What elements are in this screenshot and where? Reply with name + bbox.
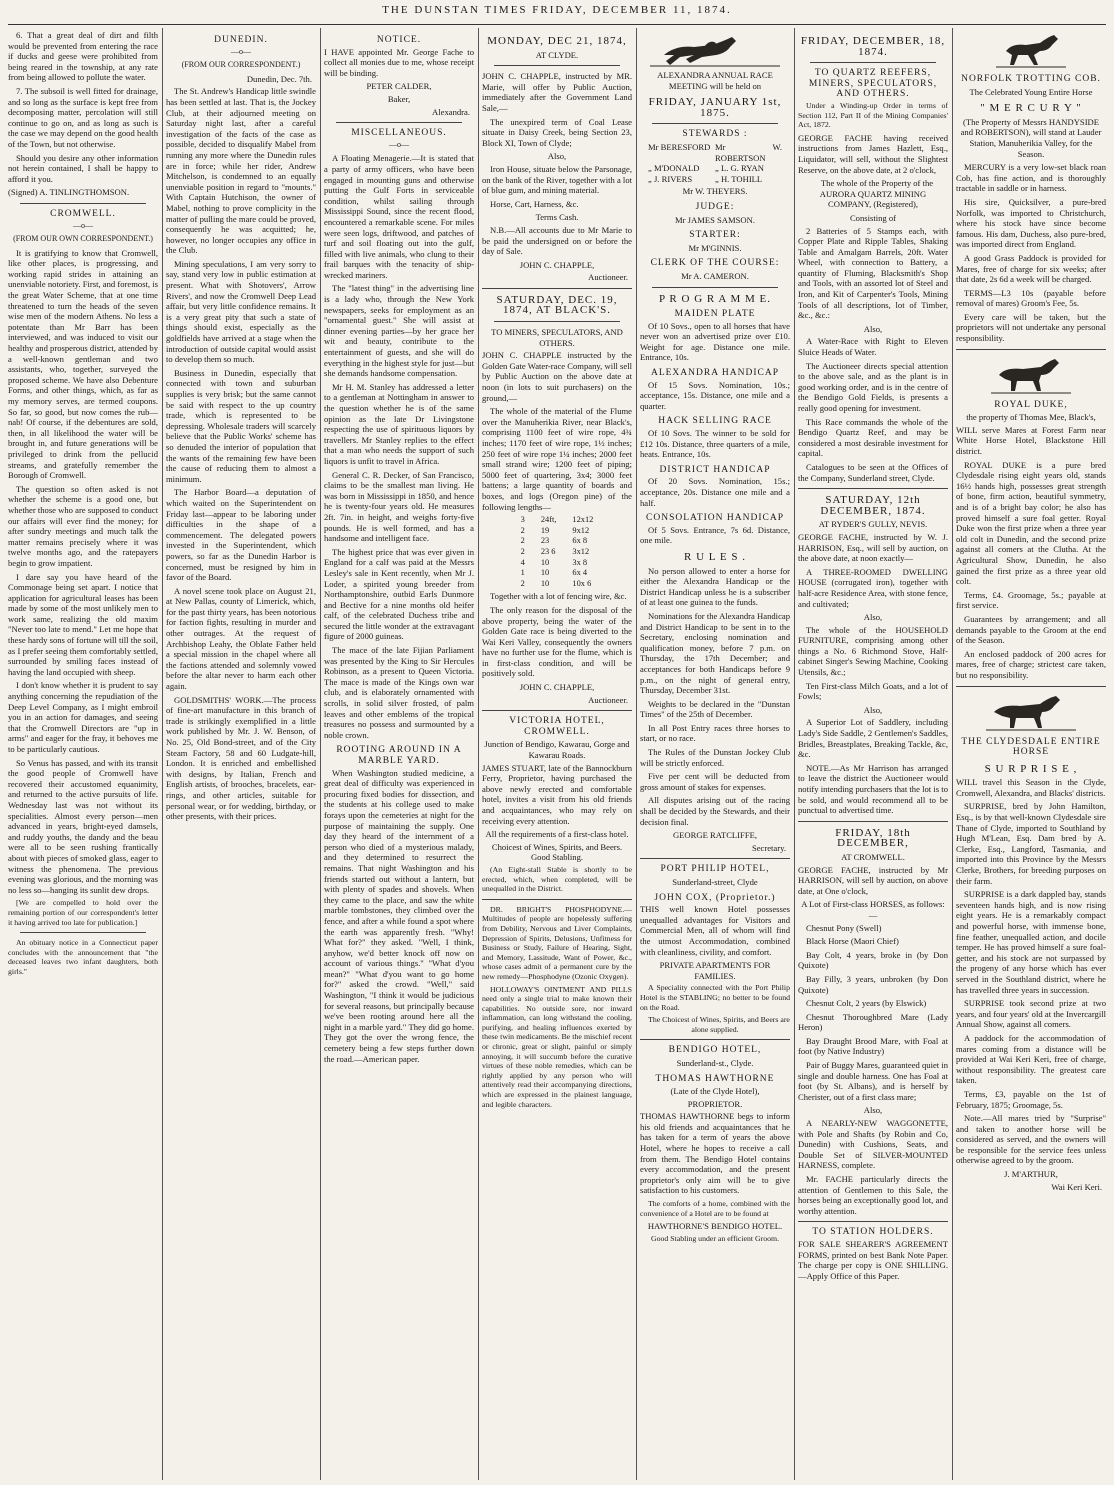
sale-note: Mr. FACHE particularly directs the attention of Gentlemen to this Sale, the horses being an exceptionally good lot, and worthy attention. [798,1174,948,1216]
table-cell: 19 [540,525,550,535]
hotel-street: Sunderland-street, Clyde [672,877,758,887]
horse-service: WILL serve Mares at Forest Farm near White Horse Hotel, Blackstone Hill district. [956,424,1106,457]
divider [494,65,620,66]
correspondent-line: (FROM OUR OWN CORRESPONDENT.) [13,234,153,244]
sale-note: The Auctioneer directs special attention to the above sale, and as the plant is in good working order, and is in the centre of the Bendigo Gold Fields, is presents a really good opening for investment. [798,360,948,413]
column-separator [636,28,637,1480]
divider [482,710,632,711]
race-name: MAIDEN PLATE [674,309,756,320]
table-cell: 6x 4 [572,568,588,578]
timber-table [513,515,602,589]
table-row [513,536,602,547]
also-label: Also, [863,1105,883,1116]
horse-guarantees: Guarantees by arrangement; and all demands payable to the Groom at the end of the Season. [956,613,1106,646]
notice-place: Alexandra. [432,106,470,117]
auctioneer-name: JOHN C. CHAPPLE, [519,682,595,693]
rule-item: Weights to be declared in the "Dunstan Times" of the 25th of December. [640,698,790,720]
hotel-body: JAMES STUART, late of the Bannockburn Ferry, Proprietor, having purchased the above newly erected and comfortable hotel, invites a visit from his old friends and acquaintances, who may rely on receiving every attention. [482,762,632,826]
column-7 [956,30,1106,1480]
column-separator [162,28,163,1480]
auctioneer-title: Auctioneer. [588,694,628,705]
divider [798,821,948,822]
horse-title: ROYAL DUKE, [994,399,1068,410]
hotel-requirements: All the requirements of a first-class hotel. [485,829,629,840]
horse-pedigree: His sire, Quicksilver, a pure-bred Norfolk, was imported to Christchurch, where his stock have since become famous. His dam, Duchess, also pure-bred, was imported direct from England. [956,196,1106,250]
hotel-proprietor-title: PROPRIETOR. [687,1098,743,1109]
column-5 [640,30,790,1480]
horse-lot: Bay Colt, 4 years, broke in (by Don Quixote) [798,949,948,971]
table-cell: 23 [540,536,550,546]
divider [336,122,462,123]
table-row [513,579,602,590]
article-paragraph: Should you desire any other information not herein contained, I shall be happy to afford it you. [8,152,158,184]
race-name: HACK SELLING RACE [658,416,772,427]
rule-item: In all Post Entry races three horses to start, or no race. [640,722,790,744]
draught-horse-engraving-icon [991,355,1071,395]
horse-paddock: A good Grass Paddock is provided for Mares, free of charge for six weeks; after that date, 2s 6d a week will be charged. [956,252,1106,285]
article-paragraph: 7. The subsoil is well fitted for drainage, and so long as the surface is kept free from decomposing matter, percolation will still continue to go on, and as long as such is the case we may depend on the good health of the Town, but not otherwise. [8,85,158,149]
article-paragraph: So Venus has passed, and with its transit the good people of Cromwell have recovered their accustomed equanimity, and returned to the active pursuits of life. Wednesday last was not without its specialities. Almost every person—men advanced in years, bright-eyed damsels, and ruddy youths, the dandy and the beau were all to be seen rushing frantically about with pieces of smoked glass, eager to witness the phenomena. The previous evening was glorious, and the morning was no less so—hanging its sunlit dew drops. [8,757,158,895]
race-terms: Of 5 Sovs. Entrance, 7s 6d. Distance, one mile. [640,524,790,546]
advertisement-holloway: HOLLOWAY'S OINTMENT AND PILLS need only a single trial to make known their capabilities. No outside sore, nor inward inflammation, can long withstand the cooling, purifying, and healing influences exerted by these twin medicaments. Be the mischief recent or chronic, great or slight, painful or simply annoying, it will succumb before the curative virtues of these noble remedies, which can be rightly applied by any person who will attentively read their accompanying directions, which are expressed in the plainest language, and legible characters. [482,984,632,1109]
rule-item: The Rules of the Dunstan Jockey Club will be strictly enforced. [640,747,790,768]
hotel-wines: The Choicest of Wines, Spirits, and Beers are alone supplied. [648,1015,790,1034]
table-row [513,526,602,537]
also-label: Also, [863,704,883,715]
article-paragraph: A Floating Menagerie.—It is stated that a party of army officers, who have been engaged in mounting guns and otherwise putting the Gulf Forts in serviceable condition, whilst sailing through Mississippi Sound, since the recent flood, encountered a remarkable scene. For miles were seen logs, driftwood, and patches of turf and soil floating out into the gulf, filled with live animals, who clung to their frail barques with the tenacity of ship-wrecked mariners. [324,153,474,280]
horse-description: SURPRISE is a dark dappled bay, stands seventeen hands high, and is now rising eight years. He is a remarkably compact and powerful horse, with immense bone, fine feather, unequalled action, and docile temper. He has proved himself a sure foal-getter, and his stock are not surpassed by the progeny of any horse which has ever served in the Southland district, where he has travelled three years in succession. [956,889,1106,995]
horse-lot: Pair of Buggy Mares, guaranteed quiet in single and double harness. One has Foal at foot (by St. Albans), and is herself by Cherister, out of a first class mare; [798,1060,948,1102]
hotel-private: PRIVATE APARTMENTS FOR FAMILIES. [659,960,771,981]
table-cell: 2 [520,525,525,535]
sale-lot: Horse, Cart, Harness, &c. [490,198,579,209]
rule-item: All disputes arising out of the racing shall be decided by the Stewards, and their decision final. [640,795,790,827]
article-paragraph: GOLDSMITHS' WORK.—The process of fine-art manufacture in this branch of trade is strikingly exemplified in a little work published by Mr. J. W. Benson, of No. 25, Old Bond-street, and of the City Steam Factory, 58 and 60 Ludgate-hill, London. It is enriched and embellished with designs, by Italian, French and English artists, of brooches, bracelets, ear-rings, and other articles, suitable for personal wear, or for wedding, birthday, or other presents, with their prices. [166,694,316,822]
sale-place: AT RYDER'S GULLY, NEVIS. [818,519,928,530]
horse-terms: Terms, £3, payable on the 1st of February, 1875; Groomage, 5s. [956,1088,1106,1110]
horse-lot: Bay Filly, 3 years, unbroken (by Don Quixote) [798,973,948,995]
race-terms: Of 15 Sovs. Nomination, 10s.; acceptance, 15s. Distance, one mile and a quarter. [640,379,790,411]
hotel-proprietor: THOMAS HAWTHORNE [655,1073,775,1084]
divider [956,349,1106,350]
divider [652,287,778,288]
horses-heading: A Lot of First-class HORSES, as follows:— [801,899,945,920]
consisting-label: Consisting of [849,212,897,223]
horse-title: THE CLYDESDALE ENTIRE HORSE [961,736,1101,758]
horse-pedigree: SURPRISE, bred by John Hamilton, Esq., is by that well-known Clydesdale sire Thane of Clyde, imported to Southland by Hugh M'Lean, Esq. Dam bred by A. Clerke, Esq., Langford, Tasmania, and imported into this Province by the Messrs Clerke, Brothers, for breeding purposes on their farm. [956,801,1106,886]
divider [482,288,632,289]
hotel-street: Sunderland-st., Clyde. [676,1057,754,1068]
divider [20,932,146,933]
sale-note: N.B.—All accounts due to Mr Marie to be paid the undersigned on or before the day of Sale. [482,224,632,257]
steward: Mr BERESFORD [648,141,711,152]
sale-note: Catalogues to be seen at the Offices of the Company, Sunderland street, Clyde. [798,461,948,483]
horse-note: Note.—All mares tried by "Surprise" and taken to another horse will be considered as served, and the owners will be responsible for the service fees unless otherwise agreed to by the groom. [956,1113,1106,1166]
rule-item: No person allowed to enter a horse for either the Alexandra Handicap or the District Handicap unless he is a subscriber of at least one guinea to the funds. [640,565,790,608]
hotel-proprietor: JOHN COX, (Proprietor.) [654,892,776,903]
divider [798,1221,948,1222]
horse-terms: TERMS—L3 10s (payable before removal of mares) Groom's Fee, 5s. [956,287,1106,309]
article-paragraph: Business in Dunedin, especially that connected with town and suburban supplies is very brisk; but the same cannot be said with respect to the up country trade, which is represented to be depressing. Wholesale traders will scarcely believe that the Public Works' scheme has so denuded the interior of population that the wants of the remaining few have been the cause of reducing them to almost a minimum. [166,367,316,484]
table-cell: 1 [520,568,525,578]
race-terms: Of 10 Sovs. The winner to be sold for £12 10s. Distance, three quarters of a mile, heats. Entrance, 10s. [640,428,790,460]
column-1 [8,30,158,1480]
advertisement-phosphodyne: DR. BRIGHT'S PHOSPHODYNE.—Multitudes of people are hopelessly suffering from Debility, Nervous and Liver Complaints, Depression of Spirits, Delusions, Unfitness for Business or Study, Failure of Hearing, Sight, and Memory, Lassitude, Want of Power, &c., whose cases admit of a permanent cure by the new remedy—Phosphodyne (Ozonic Oxygen). [482,904,632,981]
sale-lot: A NEARLY-NEW WAGGONETTE, with Pole and Shafts (by Robin and Co, Dunedin) with Cushions, Seats, and Double Set of SILVER-MOUNTED HARNESS, complete. [798,1118,948,1171]
horse-lot: Bay Draught Brood Mare, with Foal at foot (by Native Industry) [798,1035,948,1057]
sale-lot: The whole of the material of the Flume over the Manuherikia River, near Black's, comprising 1100 feet of wire rope, 4¾ inches; 1170 feet of wire rope, 1½ inches; 250 feet of wire rope 1¼ inches; 2000 feet small strand wire; 1200 feet of piping; 5000 feet of quartering, 3x4; 3000 feet battens; a large quantity of boards and boxes, and logs (Oregon pine) of the following lengths— [482,406,632,512]
horse-name: " M E R C U R Y " [980,102,1082,115]
sale-note: NOTE.—As Mr Harrison has arranged to leave the district the Auctioneer would notify intending purchasers that the lot is to be sold, and would recommend all to be punctual to advertised time. [798,762,948,816]
racehorse-engraving-icon [650,33,780,67]
sale-date: SATURDAY, DEC. 19, 1874, AT BLACK'S. [496,293,618,317]
sale-lot: The whole of the HOUSEHOLD FURNITURE, comprising among other things a No. 6 Richmond Stove, Half-cabinet Singer's Sewing Machine, Cooking Utensils, &c.; [798,624,948,678]
table-row [513,515,602,526]
sale-lot: Together with a lot of fencing wire, &c. [490,591,627,602]
table-cell: 6x 8 [572,536,588,546]
notice-trade: Baker, [387,93,411,104]
sale-lot: 2 Batteries of 5 Stamps each, with Copper Plate and Ripple Tables, Shaking Table and Amalgam Barrels, 20ft. Water Wheel, with connection to Battery, a quantity of Fluming, Blacksmith's Shop and Tools, with an assorted lot of Steel and Iron, and Kit of Carpenter's Tools, Mining Tools of all descriptions, lot of Timber, &c., &c.: [798,225,948,321]
table-cell: 24ft, [540,515,557,525]
horse-care: Every care will be taken, but the proprietors will not undertake any personal responsibility. [956,311,1106,344]
steward: Mr W. ROBERTSON [715,141,782,163]
steward: „ M'DONALD [648,163,700,174]
horse-owner: the property of Thomas Mee, Black's, [966,412,1096,423]
divider [640,1039,790,1040]
hotel-comforts: The comforts of a home, combined with the convenience of a Hotel are to be found at [640,1199,790,1218]
divider [798,488,948,489]
article-paragraph: The mace of the late Fijian Parliament was presented by the King to Sir Hercules Robinson, as a present to Queen Victoria. The mace is made of the Kings own war club, and is elaborately ornamented with scrolls, in solid silver frosted, of palm leaves and other emblems of the tropical treasures no possess and surmounted by a noble crown. [324,645,474,740]
table-cell: 23 6 [540,546,556,556]
horse-paddock: An enclosed paddock of 200 acres for mares, free of charge; strictest care taken, but no responsibility. [956,648,1106,680]
sale-body: GEORGE FACHE having received instructions from James Hazlett, Esq., Liquidator, will sell, without the Slightest Reserve, on the above date, at 2 o'clock, [798,132,948,175]
table-row [513,568,602,579]
table-cell: 2 [520,536,525,546]
divider [956,686,1106,687]
table-cell: 2 [520,546,525,556]
correspondent-line: (FROM OUR CORRESPONDENT.) [181,60,301,70]
horse-lot: Chesnut Colt, 2 years (by Elswick) [806,998,927,1009]
sale-heading: TO QUARTZ REEFERS, MINERS, SPECULATORS, AND OTHERS. [808,68,938,100]
yard-heading: ROOTING AROUND IN A MARBLE YARD. [336,745,462,766]
sale-body: JOHN C. CHAPPLE, instructed by MR. Marie, will offer by Public Auction, immediately after the Government Land Sale,— [482,71,632,113]
obituary-note: An obituary notice in a Connecticut paper concludes with the announcement that "the deceased leaves two infant daughters, both girls." [8,938,158,976]
secretary-title: Secretary. [751,842,786,853]
dash: —o— [231,46,251,56]
sale-body: JOHN C. CHAPPLE instructed by the Golden Gate Water-race Company, will sell by Public Auction on the above date at noon (in lots to suit purchasers) on the ground,— [482,350,632,403]
divider [482,899,632,900]
clydesdale-engraving-icon [986,692,1076,732]
dash: —o— [73,220,93,230]
notice-text: I HAVE appointed Mr. George Fache to collect all monies due to me, whose receipt will be binding. [324,46,474,78]
column-separator [952,28,953,1480]
sale-date: FRIDAY, DECEMBER, 18, 1874. [800,35,946,58]
column-6 [798,30,948,1480]
column-separator [320,28,321,1480]
article-paragraph: The highest price that was ever given in England for a calf was paid at the Messrs Lesley's sale in Kent recently, when Mr J. Loder, a spirited young breeder from Northamptonshire, outbid Earls Dunmore and Bective for a nine months old heifer calf, of the celebrated Duchess tribe and secured the little wonder at the extravagant figure of 2000 guineas. [324,546,474,642]
clerk-name: Mr A. CAMERON. [681,270,749,281]
hotel-heading-victoria: VICTORIA HOTEL, CROMWELL. [509,716,605,737]
race-name: CONSOLATION HANDICAP [646,513,784,524]
horse-service: WILL travel this Season in the Clyde, Cromwell, Alexandra, and Blacks' districts. [956,777,1106,798]
table-cell: 10 [540,568,550,578]
horse-prize: SURPRISE took second prize at two years, and four years' old at the Invercargill Annual Show, against all comers. [956,998,1106,1030]
divider [640,858,790,859]
masthead: THE DUNSTAN TIMES FRIDAY, DECEMBER 11, 1874. [382,4,732,16]
divider [652,123,778,124]
column-4 [482,30,632,1480]
column-separator [794,28,795,1480]
sale-lot: Iron House, situate below the Parsonage, on the bank of the River, together with a lot of blue gum, and mining material. [482,163,632,196]
column-3 [324,30,474,1480]
table-row [513,558,602,569]
race-name: ALEXANDRA HANDICAP [650,368,780,379]
article-paragraph: Mining speculations, I am very sorry to say, stand very low in public estimation at present. What with Shotovers', Arrow Rivers', and now the Cromwell Deep Lead affair, but very little confidence remains. It is a very great pity that such a state of things should exist, especially as the goldfields have arrived at a stage when the introduction of outside capital would assist to develop them so much. [166,258,316,365]
sale-lot: A Superior Lot of Saddlery, including Lady's Side Saddle, 2 Gentlemen's Saddles, Bridles, Breastplates, Breaking Tackle, &c, &c. [798,717,948,760]
hotel-stabling: Good Stabling under an efficient Groom. [650,1233,780,1243]
sale-lot: Ten First-class Milch Goats, and a lot of Fowls; [798,680,948,702]
hotel-heading-bendigo: BENDIGO HOTEL, [668,1045,762,1056]
secretary-name: GEORGE RATCLIFFE, [672,830,758,841]
terms: Terms Cash. [535,212,579,223]
sale-body: GEORGE FACHE, instructed by Mr HARRISON, will sell by auction, on above date, at One o'clock, [798,864,948,896]
table-cell: 9x12 [572,525,590,535]
race-terms: Of 20 Sovs. Nomination, 15s.; acceptance, 20s. Distance one mile and a half. [640,476,790,508]
also-label: Also, [863,612,883,623]
sale-lot: A Water-Race with Right to Eleven Sluice Heads of Water. [798,336,948,358]
table-cell: 12x12 [572,515,594,525]
horse-name: S U R P R I S E , [984,762,1078,775]
sale-place: AT CROMWELL. [841,851,905,862]
race-name: DISTRICT HANDICAP [659,464,771,475]
horse-terms: Terms, £4. Groomage, 5s.; payable at first service. [956,589,1106,611]
horse-description: ROYAL DUKE is a pure bred Clydesdale rising eight years old, stands 16½ hands high, possesses great strength of bone, firm action, beautiful symmetry, and is of a bright bay color; he also has proved himself a sure foal getter. Royal Duke won the first prize when a three year old colt in Dunedin, and the second prize against all comers at the Clutha. At the Agricultural Show, Dunedin, he also gained the first prize as a three year old colt. [956,459,1106,587]
sale-date: FRIDAY, 18th DECEMBER, [835,826,911,850]
article-paragraph: The "latest thing" in the advertising line is a lady who, through the New York newspapers, seeks for employment as an "ornamental guest." She will assist at dinner evening parties—by her grace her wit and beauty, contribute to the entertainment of guests, and she will do everything in the highest style for just—but she demands handsome compensation. [324,283,474,379]
stewards-heading: STEWARDS : [682,129,748,140]
table-row [513,547,602,558]
article-paragraph: Mr H. M. Stanley has addressed a letter to a gentleman at Nottingham in answer to the question whether he is of the same opinion as the late Dr Livingstone respecting the use of spirituous liquors by travellers. Mr Stanley replies to the effect that a man who needs the support of such liquors is unfit to travel in Africa. [324,381,474,466]
auctioneer-title: Auctioneer. [588,272,628,283]
hotel-sign: HAWTHORNE'S BENDIGO HOTEL. [647,1221,783,1232]
signature: (Signed) A. TINLINGTHOMSON. [8,187,130,198]
trotting-horse-engraving-icon [996,33,1066,69]
masthead-rule [8,24,1106,25]
sale-lot: A THREE-ROOMED DWELLING HOUSE (corrugated iron), together with half-acre Residence Area, with stone fence, and cultivated; [798,566,948,609]
article-paragraph: It is gratifying to know that Cromwell, like other places, is progressing, and working rapid strides in attaining an unenviable notoriety. First, and foremost, is the great Water Scheme, that at one time threatened to turn the heads of the seven wise men of the modern Athens. No less a potentate than Mr Barr has been interviewed, and was induced to visit our healthy and prosperous district, attended by a well-known gentleman and two assistants, who, together, surveyed the proposed scheme. We have also Debenture Forms, and other things, which, as far as my memory serves, are termed coupons. So far, so good, but now comes the rub—nab! Of course, if the debentures are sold, then, in all likelihood the water will be brought in, and future generations will be privileged to drink from the pellucid streams, and gratefully remember the Borough of Cromwell. [8,247,158,481]
horse-lot: Black Horse (Maori Chief) [806,936,899,947]
station-holders-text: FOR SALE SHEARER'S AGREEMENT FORMS, printed on best Bank Note Paper. The charge per copy is ONE SHILLING.—Apply Office of this Paper. [798,1238,948,1281]
sale-date: SATURDAY, 12th DECEMBER, 1874. [820,494,926,517]
sale-note: This Race commands the whole of the Bendigo Quartz Reef, and may be considered a most desirable investment for capital. [798,416,948,459]
race-date: FRIDAY, JANUARY 1st, 1875. [648,96,782,119]
winding-up-order: Under a Winding-up Order in terms of Section 112, Part II of the Mining Companies' Act, 1872. [798,100,948,130]
hotel-body: THOMAS HAWTHORNE begs to inform his old friends and acquaintances that he has taken for a term of years the above Hotel, where he hopes to receive a call from them. The Bendigo Hotel contains every accommodation, and the present proprietor's only aim will be to give satisfaction to his customers. [640,1111,790,1196]
also-label: Also, [863,323,883,334]
notice-name: PETER CALDER, [366,81,432,92]
judge-heading: JUDGE: [695,201,735,212]
article-heading-dunedin: DUNEDIN. [214,35,268,45]
column-separator [478,28,479,1480]
also-label: Also, [547,151,567,162]
clerk-heading: CLERK OF THE COURSE: [650,258,780,269]
owner-place: Wai Keri Keri. [1051,1181,1102,1192]
article-paragraph: The Harbor Board—a deputation of which waited on the Superintendent on Friday last—appear to be laboring under difficulties in the shape of a commencement. The delegated powers invested in the Superintendent, which powers, so far as the Dunedin Harbor is concerned, must be resigned by him in favor of the Board. [166,487,316,583]
starter-name: Mr M'GINNIS. [688,242,742,253]
steward: „ J. RIVERS [648,173,693,184]
steward: „ L. G. RYAN [715,163,764,174]
article-paragraph: I don't know whether it is prudent to say anything concerning the repudiation of the Deep Level Company, as I might embroil you in an action for damages, and seeing that the Cromwell Directors are "up in arms" and eager for the fray, it behoves me to be particularly cautious. [8,680,158,754]
dash: —o— [389,139,409,149]
divider [20,203,146,204]
table-cell: 10 [540,557,550,567]
sale-body: GEORGE FACHE, instructed by W. J. HARRISON, Esq., will sell by auction, on the above date, at noon exactly— [798,531,948,564]
steward: Mr W. THEYERS. [682,186,748,197]
horse-owner: (The Property of Messrs HANDYSIDE and ROBERTSON), will stand at Lauder Station, Manuherikia Valley, for the Season. [960,116,1102,159]
race-meeting-title: ALEXANDRA ANNUAL RACE MEETING will be held on [657,70,773,91]
article-paragraph: When Washington studied medicine, a great deal of difficulty was experienced in procuring fixed bodies for dissection, and the students at his college used to make forays upon the cemeteries at night for the purpose of maintaining the supply. One day they heard of the internment of a person who died of a mysterious malady, and they determined to resurrect the remains. That night Washington and his friends started out without a lantern, but with plenty of spades and shovels. When they came to the place, and saw the white marble tombstones, they climbed over the fence, and after a while found a spot where the earth was apparently fresh. "Why! What for?" they asked. "Well, I think, anyhow, we'd better knock off now on account of various things." "What d'you mean?" "What d'you want to go home for?" asked the crowd. "Well," said Washington, "I think it would be judicious for several reasons, but principally because we've been rooting around here all the night in a marble yard." They did go home. They got the over the wrong fence, the cemetery being a few steps further down the road.—American paper. [324,767,474,1064]
table-cell: 4 [520,557,525,567]
horse-intro: The Celebrated Young Entire Horse [969,86,1093,97]
owner-name: J. M'ARTHUR, [1004,1169,1058,1180]
table-cell: 3 [520,515,525,525]
table-cell: 10x 6 [572,578,592,588]
rules-heading: R U L E S . [684,550,746,563]
sale-place: AT CLYDE. [535,49,579,60]
misc-heading: MISCELLANEOUS. [351,128,447,139]
hotel-location: Junction of Bendigo, Kawarau, Gorge and Kawarau Roads. [484,739,630,761]
notice-heading: NOTICE. [376,35,422,45]
divider [494,321,620,322]
article-heading-cromwell: CROMWELL. [50,208,116,219]
hotel-stabling: A Speciality connected with the Port Philip Hotel is the STABLING; no better to be found on the Road. [640,983,790,1012]
horse-paddock: A paddock for the accommodation of mares coming from a distance will be provided at Wai Keri Keri, free of charge, without responsibility. The greatest care taken. [956,1032,1106,1086]
table-cell: 2 [520,578,525,588]
sale-heading: TO MINERS, SPECULATORS, AND OTHERS. [491,327,623,348]
article-paragraph: A novel scene took place on August 21, at New Pallas, county of Limerick, which, for the past thirty years, has been notorious for faction fights, resulting in murder and other outrages. At the request of Archbishop Leahy, the Oblate Father held a special mission in the chapel where all the factions attended and solemnly vowed before the altar never to harm each other again. [166,585,316,692]
divider [810,62,936,63]
hotel-late: (Late of the Clyde Hotel), [670,1086,760,1097]
article-paragraph: The St. Andrew's Handicap little swindle has been settled at last. That is, the Jockey Club, at their adjourned meeting on Saturday night last, after a careful investigation of the facts of the case as possible, decided to disqualify Mabel from running any more where the Dunedin rules are in force; while her rider, Andrew Mitchelson, is condemned to an equally unenviable position in regard to "mounts." With Captain Hutchison, the owner of Mabel, nothing to prove complicity in the matter of pulling the mare could be proved, consequently he was acquitted; he, however, no longer occupies any office in the Club. [166,86,316,256]
horse-lot: Chesnut Thoroughbred Mare (Lady Heron) [798,1011,948,1033]
table-cell: 3x12 [572,546,590,556]
rule-item: Nominations for the Alexandra Handicap and District Handicap to be sent in to the Secretary, enclosing nomination and qualification money, before 7 p.m. on Thursday, the 17th December; and acceptances for both Handicaps before 9 p.m., on the night of general entry, Thursday, December 31st. [640,610,790,696]
hotel-heading-port-philip: PORT PHILIP HOTEL, [660,864,770,875]
table-cell: 3x 8 [572,557,588,567]
stewards-list [648,142,782,184]
starter-heading: STARTER: [689,230,741,241]
judge-name: Mr JAMES SAMSON. [675,214,755,225]
article-paragraph: I dare say you have heard of the Commonage being set apart. I notice that application for agricultural leases has been made by some of the most unlikely men to work same, realizing the old maxim "Never too late to mend." Let me hope that these hardy sons of fortune will till the soil, as I prefer seeing them comfortably settled, surrounded by smiling faces instead of having the land occupied with sheep. [8,571,158,677]
programme-heading: P R O G R A M M E. [658,292,772,305]
horse-lot: Chesnut Pony (Swell) [806,922,882,933]
sale-lot: The unexpired term of Coal Lease situate in Daisy Creek, being Section 23, Block XI, Town of Clyde; [482,116,632,148]
sale-reason: The only reason for the disposal of the above property, being the water of the Golden Gate race is being diverted to the Wai Keri Valley, consequently the owners have no further use for the flume, which is in first-class condition, and will be positively sold. [482,604,632,679]
rule-item: Five per cent will be deducted from gross amount of stakes for expenses. [640,771,790,792]
article-paragraph: General C. R. Decker, of San Francisco, claims to be the smallest man living. He was born in Mississippi in 1850, and hence he is twenty-four years old. He measures 2ft. 7in. in height, and weighs forty-five pounds. He is well formed, and has a handsome and intelligent face. [324,469,474,544]
horse-title: NORFOLK TROTTING COB. [961,74,1101,84]
article-paragraph: The question so often asked is not whether the scheme is a good one, but whether those who are supposed to conduct our affairs will ever find the money; for after sundry meetings and much talk the matter remains precisely where it was twelve months ago, and the ratepayers begin to grow impatient. [8,483,158,568]
sale-date: MONDAY, DEC 21, 1874, [487,35,627,47]
steward: „ H. TOHILL [715,173,763,184]
hotel-body: THIS well known Hotel possesses unequalled advantages for Visitors and Commercial Men, all of whom will find the utmost Accommodation, combined with cleanliness, civility, and comfort. [640,904,790,957]
dateline: Dunedin, Dec. 7th. [246,73,312,84]
station-holders-heading: TO STATION HOLDERS. [812,1227,934,1238]
horse-description: MERCURY is a very low-set black roan Cob, has fine action, and is thoroughly tractable in saddle or in harness. [956,162,1106,194]
table-cell: 10 [540,578,550,588]
hotel-wines: Choicest of Wines, Spirits, and Beers. Good Stabling. [491,841,623,863]
article-paragraph: 6. That a great deal of dirt and filth would be prevented from entering the race if ducks and geese were prohibited from being reared in the township, at any rate from being allowed to pollute the water. [8,30,158,83]
editor-note: [We are compelled to hold over the remaining portion of our correspondent's letter it having arrived too late for publication.] [8,898,158,927]
column-2 [166,30,316,1480]
sale-property: The whole of the Property of the AURORA QUARTZ MINING COMPANY, (Registered), [819,178,934,210]
race-terms: Of 10 Sovs., open to all horses that have never won an advertised prize over £10. Weight for age. Distance one mile. Entrance, 10s. [640,320,790,363]
auctioneer-name: JOHN C. CHAPPLE, [519,259,595,270]
hotel-stable: (An Eight-stall Stable is shortly to be erected, which, when completed, will be unequalled in the District. [482,864,632,894]
